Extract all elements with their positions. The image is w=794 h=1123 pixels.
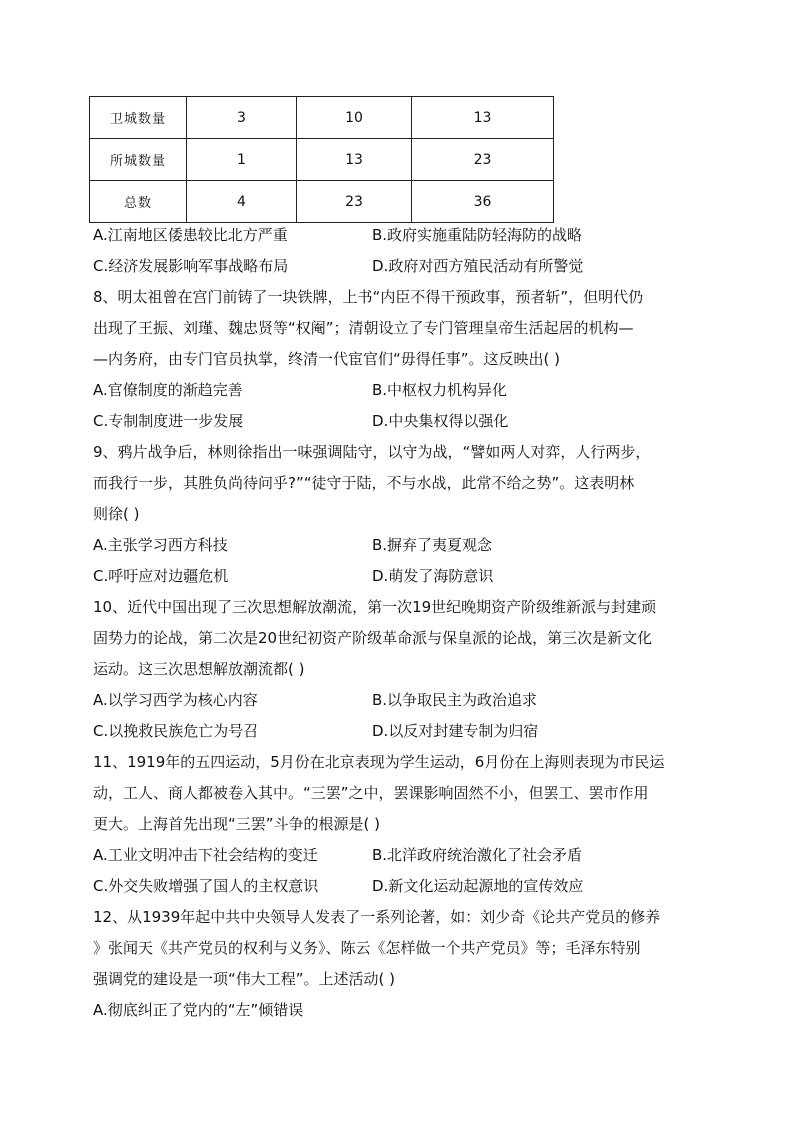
q8-option-a[interactable]: A.官僚制度的渐趋完善 [93,381,243,399]
table-row [90,97,554,139]
q9-option-d[interactable]: D.萌发了海防意识 [372,567,494,585]
q12-stem-line: 》张闻天《共产党员的权利与义务》、陈云《怎样做一个共产党员》等；毛泽东特别 [93,939,641,957]
q11-stem-line: 11、1919年的五四运动，5月份在北京表现为学生运动，6月份在上海则表现为市民运 [93,753,665,771]
q11-stem-line: 更大。上海首先出现“三罢”斗争的根源是( ) [93,815,381,833]
table-cell: 23 [297,181,412,223]
q11-option-b[interactable]: B.北洋政府统治激化了社会矛盾 [372,846,583,864]
q12-stem-line: 强调党的建设是一项“伟大工程”。上述活动( ) [93,970,396,988]
q9-stem-line: 9、鸦片战争后，林则徐指出一味强调陆守，以守为战，“譬如两人对弈，人行两步， [93,443,651,461]
q10-stem-line: 运动。这三次思想解放潮流都( ) [93,660,305,678]
q9-stem-line: 而我行一步，其胜负尚待问乎?”“徒守于陆，不与水战，此常不给之势”。这表明林 [93,474,635,492]
q8-option-d[interactable]: D.中央集权得以强化 [372,412,509,430]
q8-stem-line: 8、明太祖曾在宫门前铸了一块铁牌，上书“内臣不得干预政事，预者斩”，但明代仍 [93,288,644,306]
table-cell: 4 [187,181,297,223]
table-cell: 卫城数量 [90,97,187,139]
q8-stem-line: —内务府，由专门官员执掌，终清一代宦官们“毋得任事”。这反映出( ) [93,350,561,368]
q8-stem-line: 出现了王振、刘瑾、魏忠贤等“权阉”；清朝设立了专门管理皇帝生活起居的机构— [93,319,634,337]
q7-option-d[interactable]: D.政府对西方殖民活动有所警觉 [372,257,584,275]
table-cell: 36 [412,181,554,223]
q9-option-c[interactable]: C.呼吁应对边疆危机 [93,567,229,585]
q11-option-a[interactable]: A.工业文明冲击下社会结构的变迁 [93,846,318,864]
q12-option-a[interactable]: A.彻底纠正了党内的“左”倾错误 [93,1001,304,1019]
q12-stem-line: 12、从1939年起中共中央领导人发表了一系列论著，如：刘少奇《论共产党员的修养 [93,908,661,926]
castle-count-table [89,96,554,223]
q8-option-b[interactable]: B.中枢权力机构异化 [372,381,508,399]
q8-option-c[interactable]: C.专制制度进一步发展 [93,412,244,430]
table-cell: 3 [187,97,297,139]
table-cell: 10 [297,97,412,139]
table-cell: 23 [412,139,554,181]
q10-stem-line: 固势力的论战，第二次是20世纪初资产阶级革命派与保皇派的论战，第三次是新文化 [93,629,653,647]
table-cell: 13 [297,139,412,181]
q11-option-c[interactable]: C.外交失败增强了国人的主权意识 [93,877,319,895]
q11-stem-line: 动，工人、商人都被卷入其中。“三罢”之中，罢课影响固然不小，但罢工、罢市作用 [93,784,649,802]
q10-option-d[interactable]: D.以反对封建专制为归宿 [372,722,539,740]
q9-stem-line: 则徐( ) [93,505,140,523]
q7-option-b[interactable]: B.政府实施重陆防轻海防的战略 [372,226,583,244]
q9-option-b[interactable]: B.摒弃了夷夏观念 [372,536,493,554]
q10-option-c[interactable]: C.以挽救民族危亡为号召 [93,722,259,740]
q10-stem-line: 10、近代中国出现了三次思想解放潮流，第一次19世纪晚期资产阶级维新派与封建顽 [93,598,657,616]
q11-option-d[interactable]: D.新文化运动起源地的宣传效应 [372,877,584,895]
table-cell: 1 [187,139,297,181]
table-cell: 总数 [90,181,187,223]
table-row [90,181,554,223]
table-cell: 所城数量 [90,139,187,181]
q10-option-a[interactable]: A.以学习西学为核心内容 [93,691,258,709]
table-row [90,139,554,181]
table-cell: 13 [412,97,554,139]
q7-option-a[interactable]: A.江南地区倭患较比北方严重 [93,226,288,244]
q10-option-b[interactable]: B.以争取民主为政治追求 [372,691,538,709]
q7-option-c[interactable]: C.经济发展影响军事战略布局 [93,257,289,275]
q9-option-a[interactable]: A.主张学习西方科技 [93,536,228,554]
